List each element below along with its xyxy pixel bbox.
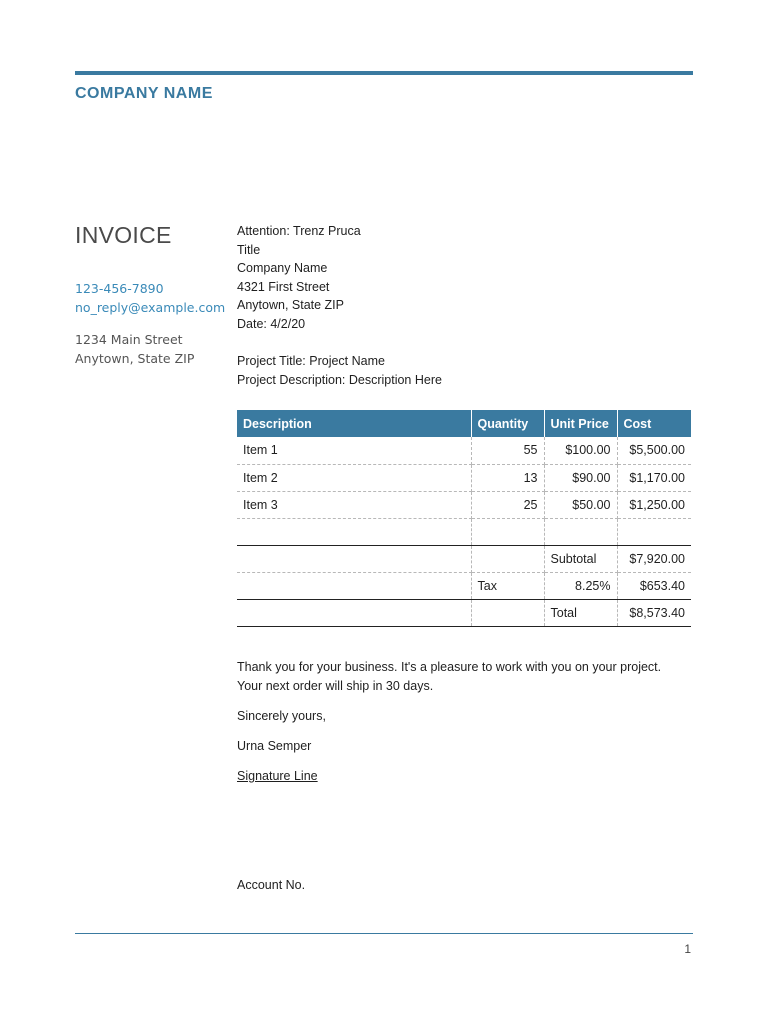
thank-you-line-1: Thank you for your business. It's a pleasure to work with you on your project. — [237, 660, 662, 674]
account-number: Account No. — [237, 878, 306, 892]
item-quantity: 13 — [471, 464, 544, 491]
item-cost: $5,500.00 — [617, 437, 691, 464]
top-divider — [75, 71, 693, 75]
bottom-divider — [75, 933, 693, 934]
closing-section — [237, 658, 693, 786]
recipient-street: 4321 First Street — [237, 279, 330, 294]
item-quantity: 25 — [471, 491, 544, 518]
recipient-city: Anytown, State ZIP — [237, 298, 344, 313]
project-title: Project Title: Project Name — [237, 354, 385, 369]
invoice-date: Date: 4/2/20 — [237, 316, 306, 331]
project-description: Project Description: Description Here — [237, 372, 442, 387]
sender-column — [75, 222, 225, 368]
empty-row — [237, 518, 691, 545]
table-row — [237, 464, 691, 491]
total-label: Total — [544, 599, 617, 626]
contact-info — [75, 279, 225, 317]
recipient-block — [237, 222, 693, 389]
sign-off: Sincerely yours, — [237, 709, 326, 723]
sender-address — [75, 330, 225, 368]
total-row — [237, 599, 691, 626]
table-row — [237, 437, 691, 464]
recipient-company: Company Name — [237, 261, 328, 276]
tax-value: $653.40 — [617, 572, 691, 599]
item-unit-price: $50.00 — [544, 491, 617, 518]
company-name: COMPANY NAME — [75, 85, 213, 102]
attention-line: Attention: Trenz Pruca — [237, 224, 361, 238]
sender-street: 1234 Main Street — [75, 332, 183, 347]
subtotal-value: $7,920.00 — [617, 545, 691, 572]
item-cost: $1,170.00 — [617, 464, 691, 491]
header-description: Description — [237, 410, 471, 437]
item-description: Item 2 — [237, 464, 471, 491]
item-description: Item 1 — [237, 437, 471, 464]
thank-you-message — [237, 658, 693, 696]
item-unit-price: $100.00 — [544, 437, 617, 464]
item-unit-price: $90.00 — [544, 464, 617, 491]
subtotal-row — [237, 545, 691, 572]
invoice-title: INVOICE — [75, 222, 172, 248]
table-header-row — [237, 410, 691, 437]
table-row — [237, 491, 691, 518]
total-value: $8,573.40 — [617, 599, 691, 626]
item-cost: $1,250.00 — [617, 491, 691, 518]
subtotal-label: Subtotal — [544, 545, 617, 572]
tax-label: Tax — [471, 572, 544, 599]
item-quantity: 55 — [471, 437, 544, 464]
recipient-title: Title — [237, 242, 261, 257]
tax-rate: 8.25% — [544, 572, 617, 599]
sender-city: Anytown, State ZIP — [75, 351, 195, 366]
item-description: Item 3 — [237, 491, 471, 518]
email-link[interactable]: no_reply@example.com — [75, 300, 226, 315]
header-cost: Cost — [617, 410, 691, 437]
signature-line: Signature Line — [237, 769, 318, 783]
header-quantity: Quantity — [471, 410, 544, 437]
tax-row — [237, 572, 691, 599]
thank-you-line-2: Your next order will ship in 30 days. — [237, 679, 434, 693]
phone-number[interactable]: 123-456-7890 — [75, 281, 164, 296]
page-number: 1 — [684, 942, 691, 956]
header-unit-price: Unit Price — [544, 410, 617, 437]
signer-name: Urna Semper — [237, 739, 312, 753]
spacer — [237, 334, 693, 353]
invoice-table — [237, 410, 691, 627]
